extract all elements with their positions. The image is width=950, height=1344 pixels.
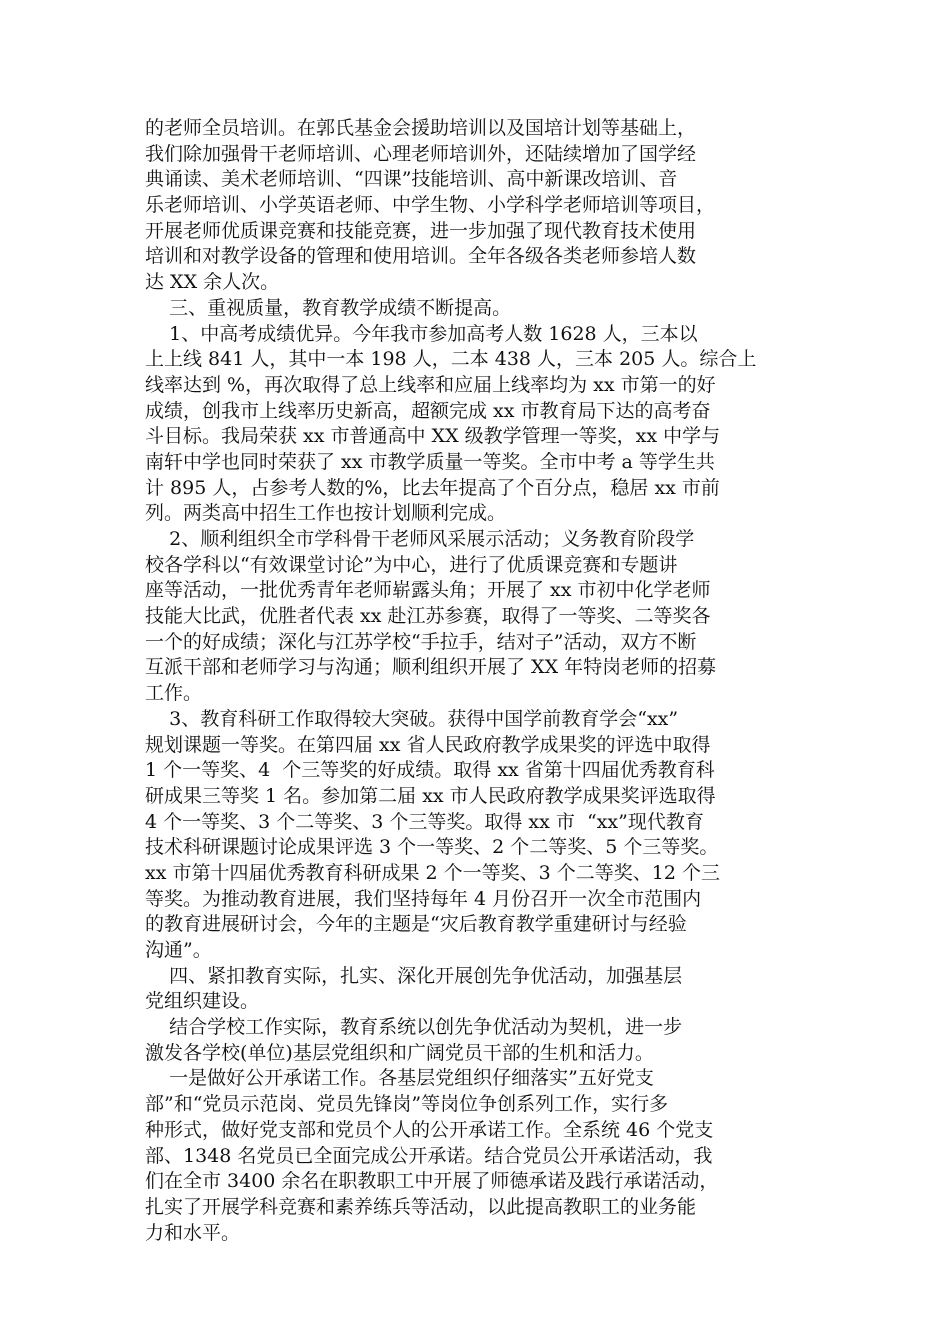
text-line: 开展老师优质课竞赛和技能竞赛，进一步加强了现代教育技术使用 bbox=[145, 219, 697, 242]
text-line: 技能大比武，优胜者代表 xx 赴江苏参赛，取得了一等奖、二等奖各 bbox=[145, 605, 711, 628]
text-line: 线率达到 %，再次取得了总上线率和应届上线率均为 xx 市第一的好 bbox=[145, 373, 716, 396]
text-line: 南轩中学也同时荣获了 xx 市教学质量一等奖。全市中考 a 等学生共 bbox=[145, 450, 715, 473]
text-line: 工作。 bbox=[145, 682, 203, 705]
text-line: 培训和对教学设备的管理和使用培训。全年各级各类老师参培人数 bbox=[145, 245, 697, 268]
text-line: 们在全市 3400 余名在职教职工中开展了师德承诺及践行承诺活动， bbox=[145, 1170, 719, 1193]
text-line: 技术科研课题讨论成果评选 3 个一等奖、2 个二等奖、5 个三等奖。 bbox=[145, 836, 719, 859]
section-heading: 四、紧扣教育实际，扎实、深化开展创先争优活动，加强基层 bbox=[145, 964, 683, 987]
text-line: 一是做好公开承诺工作。各基层党组织仔细落实”五好党支 bbox=[145, 1067, 654, 1090]
text-line: 座等活动，一批优秀青年老师崭露头角；开展了 xx 市初中化学老师 bbox=[145, 579, 711, 602]
text-line: xx 市第十四届优秀教育科研成果 2 个一等奖、3 个二等奖、12 个三 bbox=[145, 861, 720, 884]
text-line: 达 XX 余人次。 bbox=[145, 271, 280, 294]
text-line: 种形式，做好党支部和党员个人的公开承诺工作。全系统 46 个党支 bbox=[145, 1118, 714, 1141]
text-line: 斗目标。我局荣获 xx 市普通高中 XX 级教学管理一等奖，xx 中学与 bbox=[145, 425, 721, 448]
text-line: 计 895 人，占参考人数的%，比去年提高了个百分点，稳居 xx 市前 bbox=[145, 476, 720, 499]
text-line: 力和水平。 bbox=[145, 1221, 241, 1244]
text-line: 3、教育科研工作取得较大突破。获得中国学前教育学会“xx” bbox=[145, 707, 679, 730]
text-line: 研成果三等奖 1 名。参加第二届 xx 市人民政府教学成果奖评选取得 bbox=[145, 784, 716, 807]
text-line: 2、顺利组织全市学科骨干老师风采展示活动；义务教育阶段学 bbox=[145, 528, 695, 550]
text-line: 1 个一等奖、4 个三等奖的好成绩。取得 xx 省第十四届优秀教育科 bbox=[145, 759, 715, 782]
text-line: 扎实了开展学科竞赛和素养练兵等活动，以此提高教职工的业务能 bbox=[145, 1195, 697, 1218]
text-line: 沟通”。 bbox=[145, 939, 212, 961]
text-line: 的老师全员培训。在郭氏基金会援助培训以及国培计划等基础上， bbox=[145, 117, 697, 139]
text-line: 4 个一等奖、3 个二等奖、3 个三等奖。取得 xx 市 “xx”现代教育 bbox=[145, 810, 704, 833]
text-line: 等奖。为推动教育进展，我们坚持每年 4 月份召开一次全市范围内 bbox=[145, 887, 702, 910]
text-line: 成绩，创我市上线率历史新高，超额完成 xx 市教育局下达的高考奋 bbox=[145, 399, 711, 422]
section-heading: 三、重视质量，教育教学成绩不断提高。 bbox=[145, 296, 512, 319]
text-line: 我们除加强骨干老师培训、心理老师培训外，还陆续增加了国学经 bbox=[145, 142, 697, 165]
text-line: 互派干部和老师学习与沟通；顺利组织开展了 XX 年特岗老师的招募 bbox=[145, 656, 717, 679]
text-line: 部、1348 名党员已全面完成公开承诺。结合党员公开承诺活动，我 bbox=[145, 1144, 713, 1167]
text-line: 激发各学校(单位)基层党组织和广阔党员干部的生机和活力。 bbox=[145, 1041, 654, 1064]
text-line: 上上线 841 人，其中一本 198 人，二本 438 人，三本 205 人。综合上 bbox=[145, 348, 757, 371]
text-line: 规划课题一等奖。在第四届 xx 省人民政府教学成果奖的评选中取得 bbox=[145, 733, 711, 756]
text-line: 1、中高考成绩优异。今年我市参加高考人数 1628 人，三本以 bbox=[145, 322, 698, 345]
text-line: 结合学校工作实际，教育系统以创先争优活动为契机，进一步 bbox=[145, 1016, 683, 1039]
text-line: 的教育进展研讨会，今年的主题是“灾后教育教学重建研讨与经验 bbox=[145, 913, 687, 936]
text-line: 一个的好成绩；深化与江苏学校“手拉手，结对子”活动，双方不断 bbox=[145, 630, 697, 653]
text-line: 部”和“党员示范岗、党员先锋岗”等岗位争创系列工作，实行多 bbox=[145, 1093, 669, 1116]
text-line: 列。两类高中招生工作也按计划顺利完成。 bbox=[145, 502, 507, 525]
document-body bbox=[145, 116, 825, 1246]
text-line: 典诵读、美术老师培训、“四课”技能培训、高中新课改培训、音 bbox=[145, 168, 678, 191]
text-line: 校各学科以“有效课堂讨论”为中心，进行了优质课竞赛和专题讲 bbox=[145, 553, 678, 576]
section-heading: 党组织建设。 bbox=[145, 990, 260, 1013]
text-line: 乐老师培训、小学英语老师、中学生物、小学科学老师培训等项目， bbox=[145, 194, 716, 217]
